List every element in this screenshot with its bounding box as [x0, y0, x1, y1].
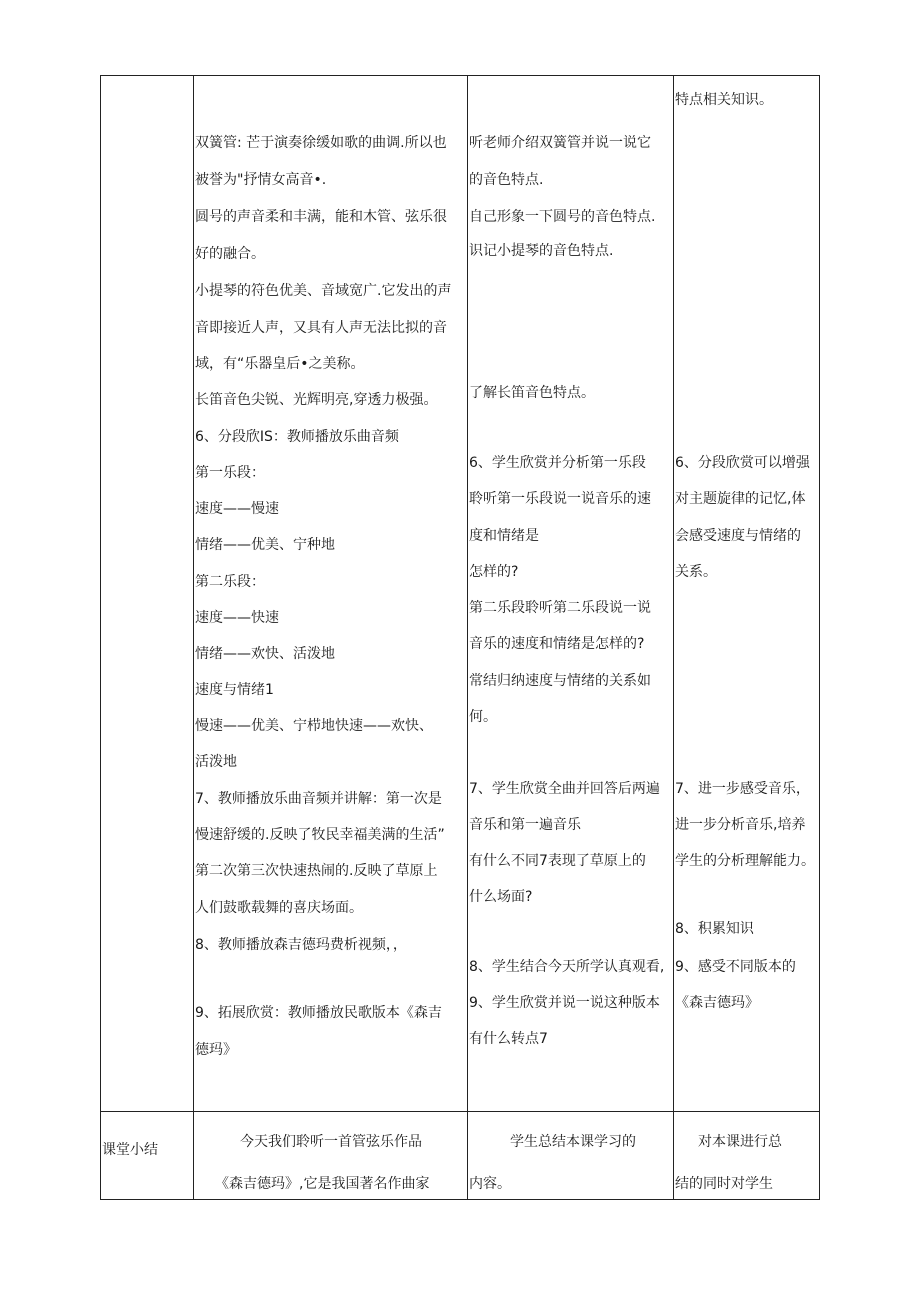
text-line: 好的融合。	[195, 246, 265, 262]
text-line: 7、学生欣赏全曲并回答后两遍	[469, 781, 660, 797]
text-line: 慢速——优美、宁栉地快速——欢快、	[195, 718, 433, 734]
text-line: 了解长笛音色特点。	[469, 385, 595, 401]
text-line: 聆听第一乐段说一说音乐的速	[469, 491, 651, 507]
text-line: 6、分段欣赏可以增强	[675, 455, 810, 471]
text-line: 被誉为"抒情女高音•.	[195, 172, 327, 188]
text-line: 《森吉德玛》	[675, 995, 759, 1011]
text-line: 特点相关知识。	[675, 92, 773, 108]
text-line: 域，有“乐器皇后•之美称。	[195, 356, 365, 372]
text-line: 第二次第三次快速热闹的.反映了草原上	[195, 863, 438, 879]
lesson-plan-table	[100, 75, 820, 1200]
text-line: 情绪——优美、宁种地	[195, 537, 335, 553]
text-line: 小提琴的符色优美、音域宽广.它发出的声	[195, 283, 452, 299]
text-line: 何。	[469, 709, 497, 725]
text-line: 进一步分析音乐,培养	[675, 817, 806, 833]
text-line: 双簧管: 芒于演奏徐缓如歌的曲调.所以也	[195, 135, 447, 151]
text-line: 活泼地	[195, 754, 237, 770]
text-line: 6、分段欣IS：教师播放乐曲音频	[195, 429, 399, 445]
column-divider-3	[673, 75, 674, 1200]
text-line: 慢速舒缓的.反映了牧民幸福美满的生活”	[195, 827, 445, 843]
text-line: 第一乐段：	[195, 465, 265, 481]
text-line: 学生总结本课学习的	[510, 1134, 636, 1150]
text-line: 7、进一步感受音乐，	[675, 781, 810, 797]
text-line: 7、教师播放乐曲音频并讲解：第一次是	[195, 791, 442, 807]
text-line: 德玛》	[195, 1042, 237, 1058]
text-line: 今天我们聆听一首管弦乐作品	[240, 1134, 422, 1150]
text-line: 怎样的?	[469, 564, 519, 580]
text-line: 第二乐段：	[195, 574, 265, 590]
text-line: 音乐的速度和情绪是怎样的?	[469, 636, 645, 652]
text-line: 自己形象一下圆号的音色特点.	[469, 209, 656, 225]
text-line: 第二乐段聆听第二乐段说一说	[469, 600, 651, 616]
table-border-right	[819, 75, 820, 1200]
text-line: 内容。	[469, 1176, 511, 1192]
text-line: 9、拓展欣赏：教师播放民歌版本《森吉	[195, 1005, 442, 1021]
text-line: 关系。	[675, 564, 717, 580]
table-border-left	[100, 75, 101, 1200]
text-line: 人们鼓歌载舞的喜庆场面。	[195, 900, 363, 916]
text-line: 9、学生欣赏并说一说这种版本	[469, 995, 660, 1011]
text-line: 速度——快速	[195, 610, 279, 626]
table-border-top	[100, 75, 820, 76]
text-line: 有什么转点7	[469, 1031, 548, 1047]
text-line: 音即接近人声，又具有人声无法比拟的音	[195, 320, 447, 336]
row-divider	[100, 1111, 820, 1112]
text-line: 对主题旋律的记忆,体	[675, 491, 806, 507]
table-border-bottom	[100, 1199, 820, 1200]
text-line: 6、学生欣赏并分析第一乐段	[469, 455, 646, 471]
text-line: 学生的分析理解能力。	[675, 853, 815, 869]
text-line: 听老师介绍双簧管并说一说它	[469, 135, 651, 151]
text-line: 9、感受不同版本的	[675, 959, 796, 975]
text-line: 《森吉德玛》,它是我国著名作曲家	[215, 1176, 430, 1192]
summary-row-label: 课堂小结	[102, 1142, 158, 1158]
text-line: 有什么不同7表现了草原上的	[469, 853, 646, 869]
text-line: 圆号的声音柔和丰满，能和木管、弦乐很	[195, 209, 447, 225]
text-line: 长笛音色尖锐、光辉明亮,穿透力极强。	[195, 392, 438, 408]
text-line: 常结归纳速度与情绪的关系如	[469, 673, 651, 689]
text-line: 识记小提琴的音色特点.	[469, 243, 614, 259]
text-line: 对本课进行总	[698, 1134, 782, 1150]
text-line: 音乐和第一遍音乐	[469, 817, 581, 833]
text-line: 8、学生结合今天所学认真观看,	[469, 959, 665, 975]
text-line: 8、教师播放森吉德玛费析视频，，	[195, 937, 407, 953]
text-line: 度和情绪是	[469, 528, 539, 544]
text-line: 情绪——欢快、活泼地	[195, 646, 335, 662]
text-line: 会感受速度与情绪的	[675, 528, 801, 544]
text-line: 结的同时对学生	[675, 1176, 773, 1192]
text-line: 8、积累知识	[675, 921, 754, 937]
column-divider-2	[467, 75, 468, 1200]
text-line: 什么场面?	[469, 889, 533, 905]
text-line: 的音色特点.	[469, 172, 544, 188]
text-line: 速度与情绪1	[195, 682, 274, 698]
column-divider-1	[193, 75, 194, 1200]
text-line: 速度——慢速	[195, 501, 279, 517]
